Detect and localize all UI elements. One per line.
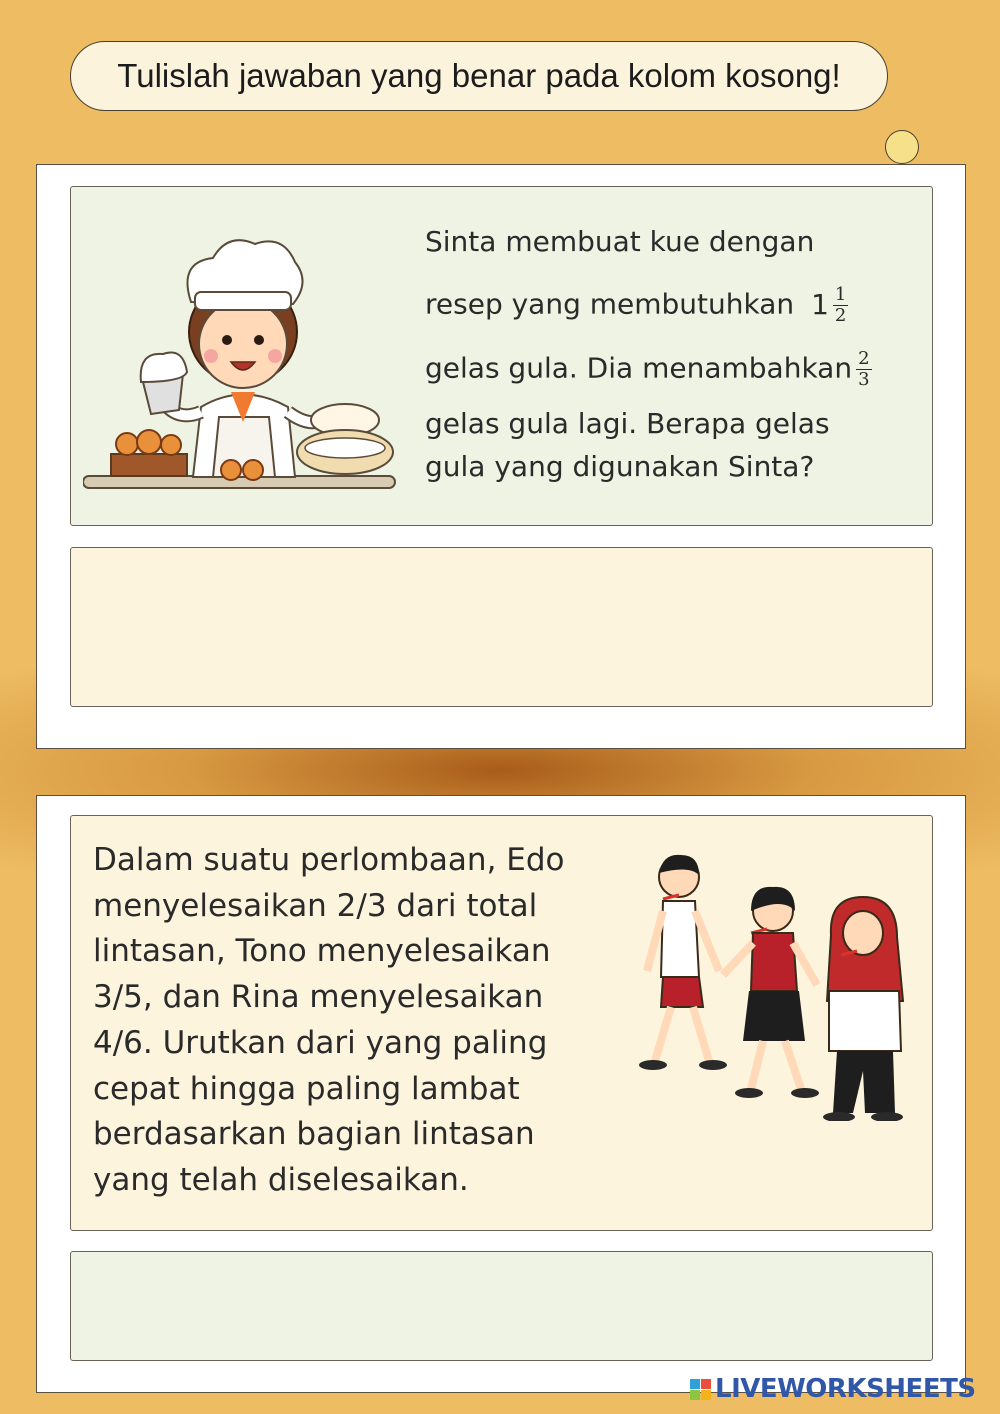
question-2-line: berdasarkan bagian lintasan bbox=[93, 1116, 535, 1153]
question-1-line-3-text: gelas gula. Dia menambahkan bbox=[425, 351, 853, 385]
question-card-2 bbox=[36, 795, 966, 1393]
question-1-line-2-text: resep yang membutuhkan bbox=[425, 287, 795, 321]
question-2-line: Dalam suatu perlombaan, Edo bbox=[93, 842, 565, 878]
mixed-number-fraction bbox=[833, 285, 848, 326]
fraction-denominator: 3 bbox=[858, 369, 870, 390]
walking-children-illustration-icon bbox=[633, 851, 933, 1121]
question-panel-1 bbox=[70, 186, 933, 526]
question-1-line-5: gula yang digunakan Sinta? bbox=[425, 450, 815, 483]
question-2-line: menyelesaikan 2/3 dari total bbox=[93, 887, 538, 924]
question-2-line: cepat hingga paling lambat bbox=[93, 1070, 520, 1107]
question-1-line-3 bbox=[425, 349, 872, 390]
question-2-line: yang telah diselesaikan. bbox=[93, 1161, 469, 1198]
question-1-line-1: Sinta membuat kue dengan bbox=[425, 225, 815, 258]
added-fraction bbox=[856, 349, 871, 390]
decorative-circle bbox=[885, 130, 919, 164]
fraction-numerator: 1 bbox=[834, 284, 847, 305]
fraction-numerator: 2 bbox=[858, 348, 870, 369]
logo-square bbox=[690, 1390, 700, 1400]
answer-2-input[interactable] bbox=[70, 1251, 933, 1361]
question-1-line-2 bbox=[425, 285, 848, 326]
question-2-line: 4/6. Urutkan dari yang paling bbox=[93, 1024, 548, 1061]
liveworksheets-brand[interactable] bbox=[690, 1374, 976, 1404]
question-1-line-4: gelas gula lagi. Berapa gelas bbox=[425, 407, 830, 440]
baker-chef-illustration-icon bbox=[83, 222, 403, 497]
question-card-1 bbox=[36, 164, 966, 749]
mixed-number-whole: 1 bbox=[811, 287, 829, 321]
answer-1-input[interactable] bbox=[70, 547, 933, 707]
question-2-text bbox=[93, 838, 613, 1204]
question-2-line: lintasan, Tono menyelesaikan bbox=[93, 933, 551, 970]
instruction-text: Tulislah jawaban yang benar pada kolom kosong! bbox=[117, 57, 841, 94]
logo-square bbox=[690, 1379, 700, 1389]
liveworksheets-logo-icon bbox=[690, 1379, 711, 1400]
question-panel-2 bbox=[70, 815, 933, 1231]
logo-square bbox=[701, 1390, 711, 1400]
instruction-banner bbox=[70, 41, 888, 111]
fraction-denominator: 2 bbox=[834, 305, 847, 326]
brand-text: LIVEWORKSHEETS bbox=[715, 1374, 976, 1404]
question-2-line: 3/5, dan Rina menyelesaikan bbox=[93, 979, 544, 1016]
logo-square bbox=[701, 1379, 711, 1389]
